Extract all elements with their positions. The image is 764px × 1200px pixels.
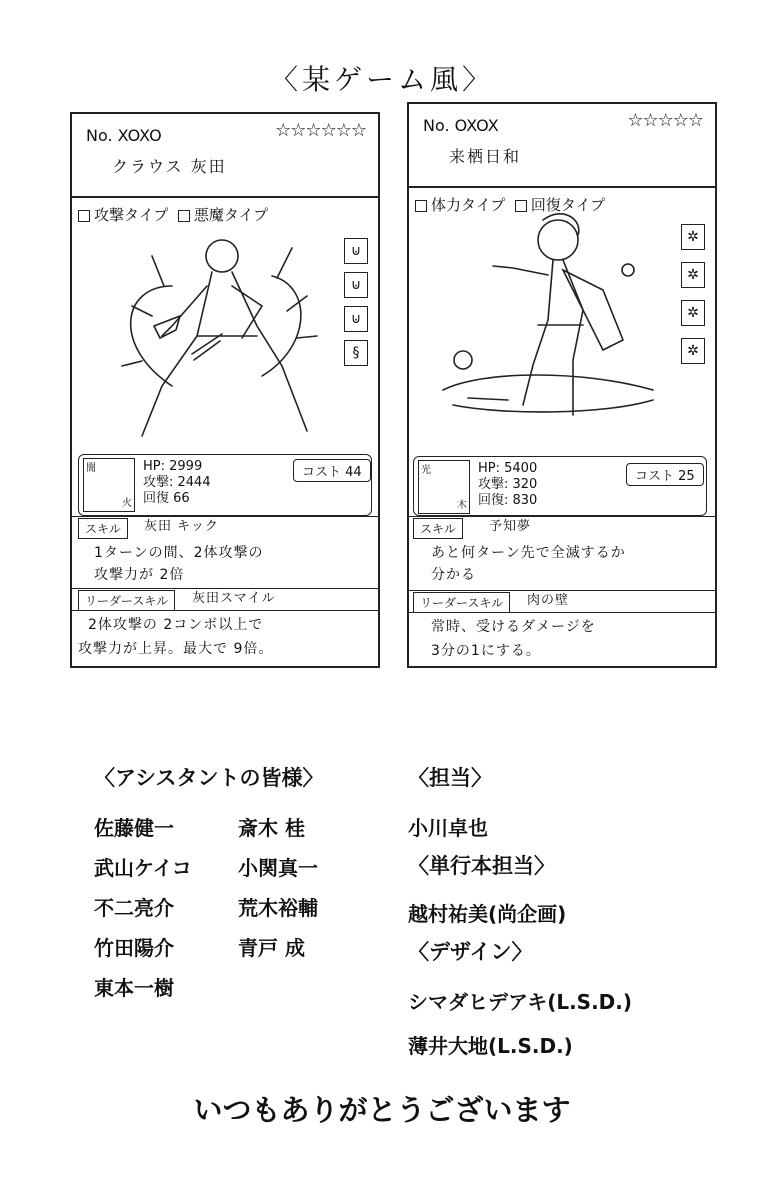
card-header (72, 114, 378, 198)
assistant-name: 不二亮介 (94, 896, 174, 920)
skill-desc: 1ターンの間、2体攻撃の (94, 545, 264, 561)
game-card-hiyori (407, 102, 717, 668)
editor-name: 小川卓也 (408, 816, 488, 840)
awakening-orb-icon: ✲ (681, 300, 705, 326)
editor-heading: 〈担当〉 (408, 766, 492, 790)
character-name: 来栖日和 (449, 147, 522, 166)
skill-desc: 攻撃力が 2倍 (94, 567, 185, 583)
attribute-mark: 木 (457, 500, 467, 511)
skill-label: スキル (78, 518, 128, 539)
leader-skill-name: 灰田スマイル (192, 591, 276, 606)
rarity-stars: ☆☆☆☆☆ (627, 110, 703, 131)
assistant-name: 武山ケイコ (94, 856, 192, 880)
cost-badge: コスト 44 (293, 459, 371, 482)
designer-name: シマダヒデアキ(L.S.D.) (408, 990, 633, 1014)
assistant-name: 斎木 桂 (238, 816, 305, 840)
avatar (418, 460, 470, 514)
checkbox-icon (178, 210, 190, 222)
type-label: 攻撃タイプ (94, 206, 169, 224)
assistant-name: 竹田陽介 (94, 936, 174, 960)
element-badge: 光 (421, 465, 431, 476)
element-badge: 闇 (86, 463, 96, 474)
book-editor-heading: 〈単行本担当〉 (408, 854, 555, 878)
awakening-orb-icon: ✲ (681, 338, 705, 364)
leader-skill-desc: 3分の1にする。 (431, 643, 541, 659)
skill-name: 予知夢 (489, 519, 532, 534)
assistants-heading: 〈アシスタントの皆様〉 (94, 766, 324, 790)
hp-value: HP: 2999 (143, 459, 203, 474)
thanks-message: いつもありがとうございます (193, 1093, 571, 1127)
type-label: 体力タイプ (431, 196, 506, 214)
rarity-stars: ☆☆☆☆☆☆ (275, 120, 366, 141)
leader-skill-desc: 攻撃力が上昇。最大で 9倍。 (78, 641, 274, 657)
awakening-orb-icon: ⊍ (344, 272, 368, 298)
character-illustration (92, 226, 342, 454)
divider (409, 612, 715, 613)
type-label: 悪魔タイプ (193, 206, 269, 224)
card-number: No. XOXO (86, 126, 162, 145)
divider (409, 516, 715, 517)
assistant-name: 東本一樹 (94, 976, 174, 1000)
card-number: No. OXOX (423, 116, 499, 135)
awakening-orb-icon: § (344, 340, 368, 366)
awakening-orb-icon: ✲ (681, 262, 705, 288)
avatar (83, 458, 135, 512)
skill-label: スキル (413, 518, 463, 539)
recovery-value: 回復 66 (143, 491, 190, 506)
assistant-name: 荒木裕輔 (238, 896, 318, 920)
leader-skill-label: リーダースキル (78, 590, 175, 611)
stat-panel (413, 456, 707, 516)
divider (72, 516, 378, 517)
assistant-name: 青戸 成 (238, 936, 305, 960)
leader-skill-desc: 常時、受けるダメージを (431, 619, 596, 635)
character-illustration (423, 200, 673, 450)
leader-skill-name: 肉の壁 (527, 593, 570, 608)
recovery-value: 回復: 830 (478, 493, 538, 508)
skill-desc: 分かる (431, 567, 476, 583)
skill-desc: あと何ターン先で全滅するか (431, 545, 626, 561)
assistant-name: 佐藤健一 (94, 816, 174, 840)
stat-panel (78, 454, 372, 516)
stats (478, 461, 537, 509)
awakening-orb-icon: ✲ (681, 224, 705, 250)
design-heading: 〈デザイン〉 (408, 940, 533, 964)
character-name: クラウス 灰田 (112, 157, 227, 176)
stats (143, 459, 211, 507)
designer-name: 薄井大地(L.S.D.) (408, 1034, 573, 1058)
attack-value: 攻撃: 2444 (143, 475, 211, 490)
type-label: 回復タイプ (530, 196, 606, 214)
attack-value: 攻撃: 320 (478, 477, 538, 492)
hp-value: HP: 5400 (478, 461, 538, 476)
awakening-orb-icon: ⊍ (344, 238, 368, 264)
skill-name: 灰田 キック (144, 519, 219, 534)
divider (72, 610, 378, 611)
type-row (78, 204, 268, 225)
leader-skill-desc: 2体攻撃の 2コンボ以上で (88, 617, 264, 633)
page-title: 〈某ゲーム風〉 (269, 63, 494, 96)
attribute-mark: 火 (122, 498, 132, 509)
checkbox-icon (78, 210, 90, 222)
cost-badge: コスト 25 (626, 463, 704, 486)
game-card-klaus (70, 112, 380, 668)
assistant-name: 小関真一 (238, 856, 318, 880)
leader-skill-label: リーダースキル (413, 592, 510, 613)
card-header (409, 104, 715, 188)
book-editor-name: 越村祐美(尚企画) (408, 902, 567, 926)
awakening-orb-icon: ⊍ (344, 306, 368, 332)
